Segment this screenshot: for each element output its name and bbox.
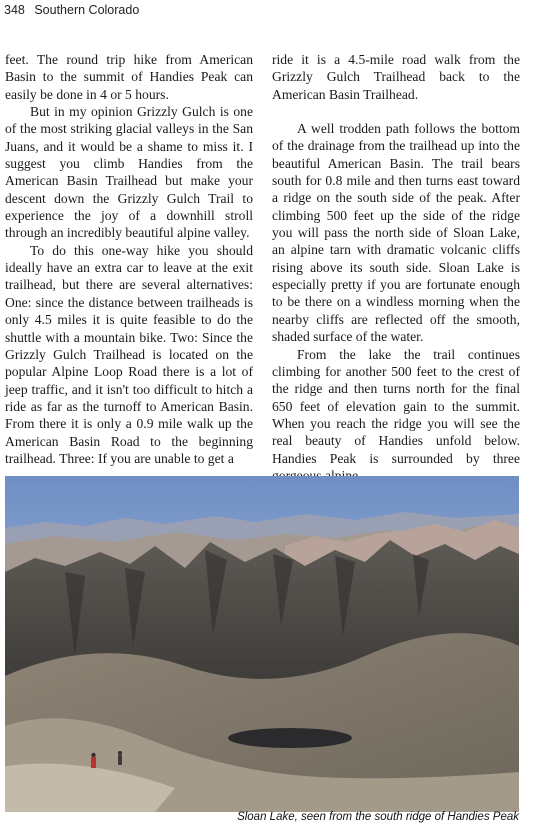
running-title: Southern Colorado [34, 3, 140, 17]
left-column [5, 51, 253, 467]
right-column [272, 51, 520, 484]
paragraph-trodden-path: A well trodden path follows the bottom of the drainage from the trailhead up into the beautiful American Basin. The trail bears south for 0.8 mile and then turns east toward a ridge on the south side of the peak. After climbing 500 feet up the side of the ridge you will pass the north side of Sloan Lake, an alpine tarn with dramatic volcanic cliffs rising above its south side. Sloan Lake is especially pretty if you are fortunate enough to be there on a windless morning when the nearby cliffs are reflected off the smooth, shaded surface of the water. [272, 121, 520, 345]
mountain-photo [5, 476, 519, 812]
paragraph-road-walk: ride it is a 4.5-mile road walk from the Grizzly Gulch Trailhead back to the American Basin Trailhead. [272, 52, 520, 102]
paragraph-one-way-hike: To do this one-way hike you should ideally have an extra car to leave at the exit trailhead, but there are several alternatives: One: since the distance between trailheads is only 4.5 miles it is quite feasible to do the shuttle with a mountain bike. Two: Since the Grizzly Gulch Trailhead is located on the popular Alpine Loop Road there is a lot of jeep traffic, and it isn't too difficult to hitch a ride as far as the turnoff to American Basin. From there it is only a 0.9 mile walk up the American Basin Road to the beginning trailhead. Three: If you are unable to get a [5, 242, 253, 466]
paragraph-continuation: feet. The round trip hike from American Basin to the summit of Handies Peak can easily be done in 4 or 5 hours. [5, 52, 253, 102]
paragraph-grizzly-gulch: But in my opinion Grizzly Gulch is one of the most striking glacial valleys in the San Juans, and it would be a shame to miss it. I suggest you climb Handies from the American Basin Trailhead but make your descent down the Grizzly Gulch Trail to experience the joy of a downhill stroll through an incredibly beautiful alpine valley. [5, 104, 253, 241]
page-number: 348 [4, 3, 25, 17]
photo-caption: Sloan Lake, seen from the south ridge of Handies Peak [237, 811, 519, 823]
paragraph-lake-climb: From the lake the trail continues climbing for another 500 feet to the crest of the ridge and then turns north for the final 650 feet of elevation gain to the summit. When you reach the ridge you will see the real beauty of Handies unfold below. Handies Peak is surrounded by three [272, 346, 520, 466]
running-header [4, 3, 139, 17]
